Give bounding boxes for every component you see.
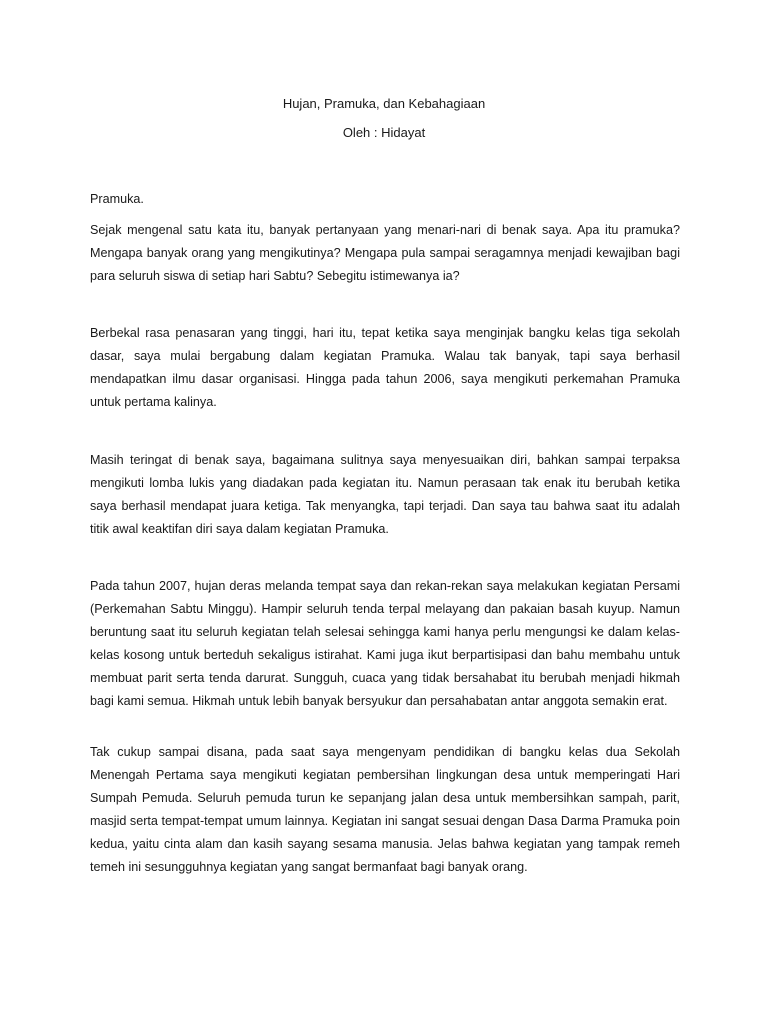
intro-line: Pramuka.	[90, 192, 144, 206]
paragraph-2: Berbekal rasa penasaran yang tinggi, hari itu, tepat ketika saya menginjak bangku kelas tiga sekolah dasar, saya mulai bergabung dalam kegiatan Pramuka. Walau tak banyak, tapi saya berhasil mendapatkan ilmu dasar organisasi. Hingga pada tahun 2006, saya mengikuti perkemahan Pramuka untuk pertama kalinya.	[90, 326, 680, 409]
author-line: Oleh : Hidayat	[342, 125, 426, 140]
document-title: Hujan, Pramuka, dan Kebahagiaan	[282, 96, 486, 111]
paragraph-1: Sejak mengenal satu kata itu, banyak pertanyaan yang menari-nari di benak saya. Apa itu pramuka? Mengapa banyak orang yang mengikutinya? Mengapa pula sampai seragamnya menjadi kewajiban bagi para seluruh siswa di setiap hari Sabtu? Sebegitu istimewanya ia?	[90, 223, 680, 283]
paragraph-3: Masih teringat di benak saya, bagaimana sulitnya saya menyesuaikan diri, bahkan sampai terpaksa mengikuti lomba lukis yang diadakan pada kegiatan itu. Namun perasaan tak enak itu berubah ketika saya berhasil mendapat juara ketiga. Tak menyangka, tapi terjadi. Dan saya tau bahwa saat itu adalah titik awal keaktifan diri saya dalam kegiatan Pramuka.	[90, 453, 680, 536]
paragraph-5: Tak cukup sampai disana, pada saat saya mengenyam pendidikan di bangku kelas dua Sekolah Menengah Pertama saya mengikuti kegiatan pembersihan lingkungan desa untuk memperingati Hari Sumpah Pemuda. Seluruh pemuda turun ke sepanjang jalan desa untuk membersihkan sampah, parit, masjid serta tempat-tempat umum lainnya. Kegiatan ini sangat sesuai dengan Dasa Darma Pramuka poin kedua, yaitu cinta alam dan kasih sayang sesama manusia. Jelas bahwa kegiatan yang tampak remeh temeh ini sesungguhnya kegiatan yang sangat bermanfaat bagi banyak orang.	[90, 745, 680, 874]
paragraph-4: Pada tahun 2007, hujan deras melanda tempat saya dan rekan-rekan saya melakukan kegiatan Persami (Perkemahan Sabtu Minggu). Hampir seluruh tenda terpal melayang dan pakaian basah kuyup. Namun beruntung saat itu seluruh kegiatan telah selesai sehingga kami hanya perlu mengungsi ke dalam kelas-kelas kosong untuk berteduh sekaligus istirahat. Kami juga ikut berpartisipasi dan bahu membahu untuk membuat parit serta tenda darurat. Sungguh, cuaca yang tidak bersahabat itu berubah menjadi hikmah bagi kami semua. Hikmah untuk lebih banyak bersyukur dan persahabatan antar anggota semakin erat.	[90, 579, 680, 708]
